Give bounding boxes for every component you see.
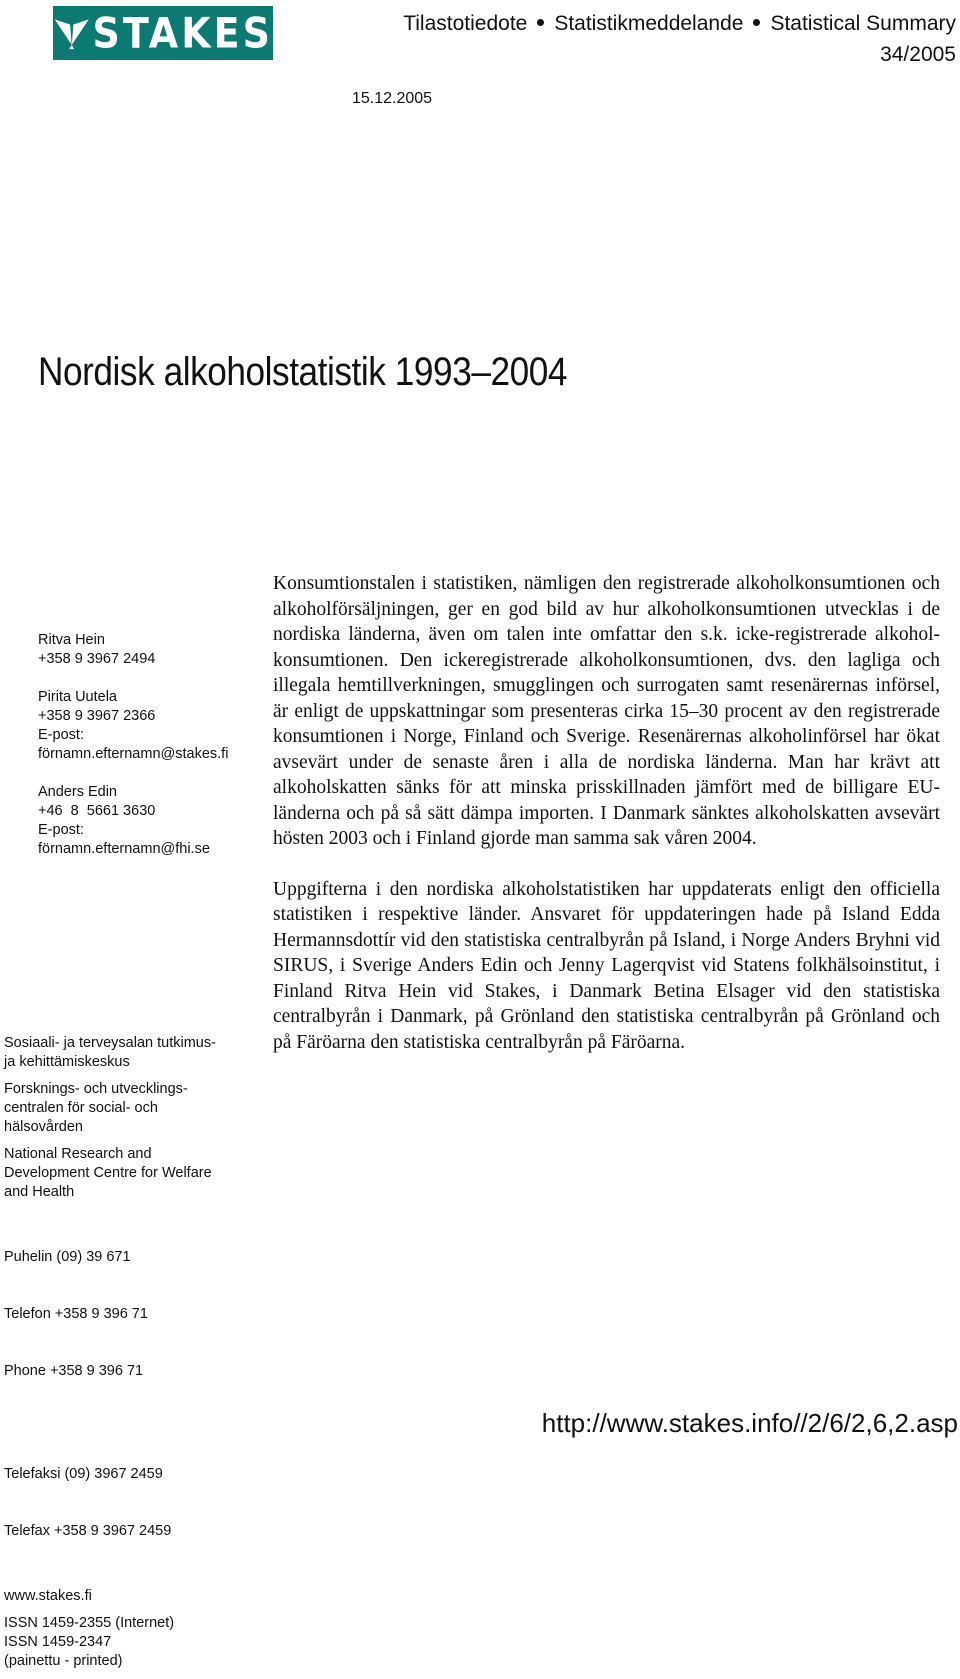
contact-block xyxy=(38,688,228,764)
contact-email-label: E-post: xyxy=(38,822,84,838)
website-link[interactable]: www.stakes.fi xyxy=(4,1588,92,1604)
contact-phone: +358 9 3967 2494 xyxy=(38,651,156,667)
org-phones xyxy=(4,1210,216,1419)
org-phone-line: Phone +358 9 396 71 xyxy=(4,1363,144,1379)
issn-line: (painettu - printed) xyxy=(4,1653,123,1669)
org-line: ja kehittämiskeskus xyxy=(4,1054,130,1070)
contact-email: förnamn.efternamn@fhi.se xyxy=(38,841,210,857)
issue-number: 34/2005 xyxy=(880,43,956,66)
org-fax-line: Telefaksi (09) 3967 2459 xyxy=(4,1466,163,1482)
bullet-icon xyxy=(753,19,760,26)
org-name-en xyxy=(4,1145,216,1202)
footer-url: http://www.stakes.info//2/6/2,6,2.asp xyxy=(541,1408,958,1438)
contact-name: Ritva Hein xyxy=(38,632,105,648)
org-line: Forsknings- och utvecklings- xyxy=(4,1081,188,1097)
org-fax xyxy=(4,1427,216,1579)
org-line: and Health xyxy=(4,1184,75,1200)
org-line: hälsovården xyxy=(4,1119,83,1135)
contact-list xyxy=(38,631,228,878)
paragraph-2: Uppgifterna i den nordiska alkoholstatistiken har uppdaterats enligt den officiella statistiken i respektive länder. Ansvaret för uppdateringen hade på Island Edda Hermannsdottír vid den statistiska centralbyrån på Island, i Norge Anders Bryhni vid SIRUS, i Sverige Anders Edin och Jenny Lagerqvist vid Statens folkhälsoinstitut, i Finland Ritva Hein vid Stakes, i Danmark Betina Elsager vid den statistiska centralbyrån i Danmark, på Grönland den statistiska centralbyrån på Grönland och på Färöarna den statistiska centralbyrån på Färöarna. xyxy=(273,878,940,1053)
contact-phone: +46 8 5661 3630 xyxy=(38,803,156,819)
stakes-logo xyxy=(53,6,273,60)
org-line: centralen för social- och xyxy=(4,1100,158,1116)
series-en: Statistical Summary xyxy=(770,12,956,35)
series-sv: Statistikmeddelande xyxy=(554,12,744,35)
main-text xyxy=(273,571,940,1080)
org-line: National Research and xyxy=(4,1146,152,1162)
paragraph-1: Konsumtionstalen i statistiken, nämligen den registrerade alkoholkonsumtionen och alkoholförsäljningen, ger en god bild av hur alkoholkonsumtionen utvecklas i de nordiska länderna, även om talen inte omfattar den s.k. icke-registrerade alkohol-konsumtionen. Den ickeregistrerade alkoholkonsumtionen, dvs. den lagliga och illegala hemtillverkningen, smugglingen och surrogaten samt resenärernas införsel, är enligt de uppskattningar som presenteras cirka 15–30 procent av den registrerade konsumtionen i Norge, Finland och Sverige. Resenärernas alkoholinförsel har ökat avsevärt under de senaste åren i alla de nordiska länderna. Man har krävt att alkoholskatten sänks för att minska prisskillnaden jämfört med de billigare EU-länderna och på så sätt dämpa importen. I Danmark sänktes alkoholskatten avsevärt hösten 2003 och i Finland gjorde man samma sak våren 2004. xyxy=(273,573,940,849)
logo-text: STAKES xyxy=(92,8,273,58)
publication-date: 15.12.2005 xyxy=(352,90,433,107)
page-title: Nordisk alkoholstatistik 1993–2004 xyxy=(38,350,568,394)
org-website xyxy=(4,1587,216,1606)
issn-line: ISSN 1459-2355 (Internet) xyxy=(4,1615,175,1631)
org-line: Sosiaali- ja terveysalan tutkimus- xyxy=(4,1035,216,1051)
org-name-sv xyxy=(4,1080,216,1137)
contact-email: förnamn.efternamn@stakes.fi xyxy=(38,746,229,762)
org-line: Development Centre for Welfare xyxy=(4,1165,212,1181)
contact-name: Pirita Uutela xyxy=(38,689,117,705)
contact-phone: +358 9 3967 2366 xyxy=(38,708,156,724)
bullet-icon xyxy=(537,19,544,26)
org-phone-line: Puhelin (09) 39 671 xyxy=(4,1249,131,1265)
series-fi: Tilastotiedote xyxy=(403,12,528,35)
contact-email-label: E-post: xyxy=(38,727,84,743)
contact-block xyxy=(38,783,228,859)
organization-info xyxy=(4,1034,216,1679)
issn-line: ISSN 1459-2347 xyxy=(4,1634,112,1650)
org-fax-line: Telefax +358 9 3967 2459 xyxy=(4,1523,172,1539)
publication-series xyxy=(403,8,956,70)
contact-name: Anders Edin xyxy=(38,784,117,800)
org-name-fi xyxy=(4,1034,216,1072)
org-phone-line: Telefon +358 9 396 71 xyxy=(4,1306,148,1322)
org-issn xyxy=(4,1614,216,1671)
series-line xyxy=(403,8,956,39)
logo-bird-icon xyxy=(53,13,90,53)
contact-block xyxy=(38,631,228,669)
